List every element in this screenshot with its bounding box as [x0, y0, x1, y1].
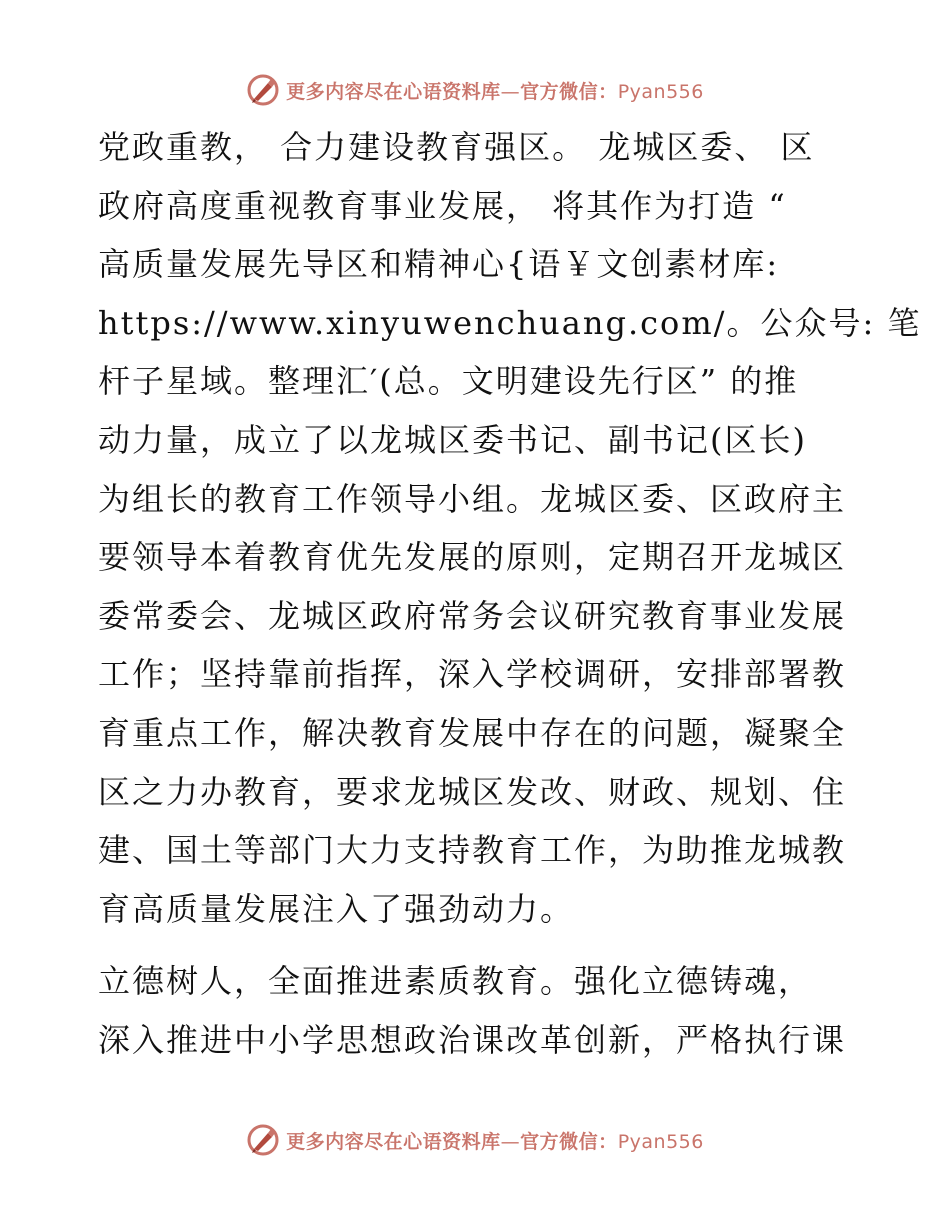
- watermark-text: 更多内容尽在心语资料库: [286, 1130, 501, 1153]
- text-line: 党政重教， 合力建设教育强区。 龙城区委、 区: [98, 128, 815, 166]
- pen-logo-icon: [246, 73, 280, 107]
- paragraph: [98, 952, 858, 1069]
- text-line: 育高质量发展注入了强劲动力。: [98, 889, 575, 928]
- text-line: 深入推进中小学思想政治课改革创新，严格执行课: [98, 1020, 847, 1059]
- watermark-id: Pyan556: [617, 80, 704, 103]
- text-line: 工作；坚持靠前指挥，深入学校调研，安排部署教: [98, 655, 847, 694]
- watermark-contact: 官方微信：: [520, 80, 618, 103]
- text-line: 为组长的教育工作领导小组。龙城区委、区政府主: [98, 479, 847, 518]
- text-line: 育重点工作，解决教育发展中存在的问题，凝聚全: [98, 713, 847, 752]
- watermark-separator: —: [500, 1130, 521, 1153]
- text-line: 要领导本着教育优先发展的原则，定期召开龙城区: [98, 538, 847, 577]
- text-line: 杆子星域。整理汇′(总。文明建设先行区” 的推: [98, 362, 799, 401]
- paragraph: [98, 118, 922, 938]
- watermark-separator: —: [500, 80, 521, 103]
- text-line: 委常委会、龙城区政府常务会议研究教育事业发展: [98, 596, 847, 635]
- watermark-id: Pyan556: [617, 1130, 704, 1153]
- pen-logo-icon: [246, 1123, 280, 1157]
- text-line: 立德树人，全面推进素质教育。强化立德铸魂，: [98, 962, 813, 1001]
- watermark-contact: 官方微信：: [520, 1130, 618, 1153]
- text-line: 高质量发展先导区和精神心{语￥文创素材库:: [98, 245, 780, 284]
- text-line: 区之力办教育，要求龙城区发改、财政、规划、住: [98, 772, 847, 811]
- text-line: 建、国土等部门大力支持教育工作，为助推龙城教: [98, 831, 847, 870]
- text-line: https://www.xinyuwenchuang.com/。公众号: 笔: [98, 303, 922, 342]
- header-watermark: [0, 70, 950, 110]
- text-line: 政府高度重视教育事业发展， 将其作为打造 “: [98, 186, 787, 225]
- footer-watermark: [0, 1120, 950, 1160]
- document-body: [98, 118, 922, 1070]
- text-line: 动力量，成立了以龙城区委书记、副书记(区长): [98, 420, 807, 459]
- watermark-text: 更多内容尽在心语资料库: [286, 80, 501, 103]
